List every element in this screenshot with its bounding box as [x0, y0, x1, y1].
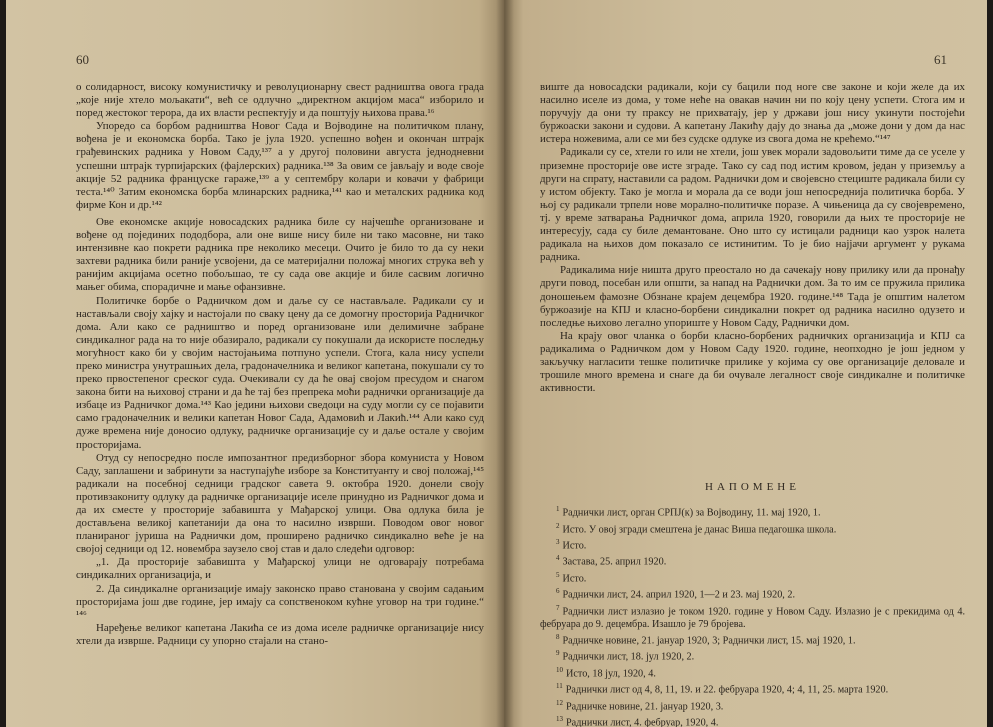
note-number: 11	[556, 682, 563, 691]
note-text: Радничке новине, 21. јануар 1920, 3.	[566, 700, 724, 712]
note-item	[540, 697, 965, 713]
left-body-text	[76, 81, 484, 648]
note-item	[540, 631, 965, 647]
note-item	[540, 664, 965, 680]
note-text: Исто. У овој згради смештена је данас Виша педагошка школа.	[562, 524, 837, 536]
page-number: 60	[76, 52, 89, 67]
note-item	[540, 536, 965, 552]
book-spine	[496, 0, 514, 727]
note-text: Радничке новине, 21. јануар 1920, 3; Раднички лист, 15. мај 1920, 1.	[562, 635, 856, 647]
notes-heading: НАПОМЕНЕ	[705, 481, 800, 494]
quote-item: 2. Да синдикалне организације имају законско право станована у својим садањим просторијама још две године, јер имају са сопственоком кућне уговор на три године.“ ¹⁴⁶	[76, 582, 484, 621]
note-item	[540, 520, 965, 536]
note-number: 2	[556, 521, 560, 530]
page-number: 61	[934, 52, 947, 67]
note-text: Раднички лист, 24. април 1920, 1—2 и 23. мај 1920, 2.	[562, 589, 796, 601]
paragraph: о солидарност, високу комунистичку и револуционарну свест радништва овога града „које није хтело мољакати“, већ се одлучно „директном акцијом маса“ изборило и поред жестоког терора, да их власти респектују и да поштују њихова права.¹⁶	[76, 81, 484, 120]
note-text: Раднички лист излазио је током 1920. године у Новом Саду. Излазио је с прекидима од 4. фебруара до 9. децембра. Изашло је 79 бројева.	[540, 605, 965, 630]
note-text: Раднички лист, орган СРПЈ(к) за Војводину, 11. мај 1920, 1.	[562, 507, 821, 519]
note-number: 10	[556, 665, 563, 674]
note-number: 5	[556, 570, 560, 579]
book-spread	[6, 0, 987, 727]
note-item	[540, 680, 965, 696]
note-text: Исто, 18 јул, 1920, 4.	[566, 668, 656, 680]
quote-item: „1. Да просторије забавишта у Мађарској улици не одговарају потребама синдикалних организација, и	[76, 556, 484, 582]
paragraph: виште да новосадски радикали, који су бацили под ноге све законе и који желе да их насилно иселе из дома, у томе неће на овакав начин ни по коју цену успети. Стога им и поручују да они ту праксу не прихватају, јер у држави још нису укинути постојећи буржоаски закони и судови. А капетану Лакићу дају до знања да „може дони у дом да нас истера ножевима, али се ми без судске одлуке из свога дома не крећемо.“¹⁴⁷	[540, 81, 965, 146]
paragraph: Наређење великог капетана Лакића се из дома иселе радничке организације нису хтели да изврше. Радници су упорно стајали на стано-	[76, 621, 484, 647]
note-text: Застава, 25. април 1920.	[562, 556, 667, 568]
note-item	[540, 585, 965, 601]
paragraph: Отуд су непосредно после импозантног предизборног збора комуниста у Новом Саду, заплашени и забринути за наступајуће изборе за Конституанту и свој положај,¹⁴⁵ радикали на посебној седници градског савета 9. октобра 1920. донели своју противзакониту одлуку да радничке организације иселе принудно из Радничког дома и да их сместе у просторије забавишта у Мађарској улици. Ова одлука била је достављена великој капетанији да она то насилно изврши. Поводом овог новог планираног јуриша на Раднички дом, проширено радничко синдикално веће је на својој седници од 12. новембра заузело свој став и дало следећи одговор:	[76, 451, 484, 556]
right-body-text	[540, 81, 965, 395]
note-number: 7	[556, 603, 560, 612]
right-page	[504, 0, 987, 727]
note-text: Раднички лист, 18. јул 1920, 2.	[562, 651, 695, 663]
note-number: 13	[556, 714, 563, 723]
note-item	[540, 569, 965, 585]
paragraph: Политичке борбе о Радничком дом и даље су се настављале. Радикали су и настављали своју хајку и настојали по сваку цену да се домогну просторија Радничког дома. Али како се радништво и поред организоване или делимичне забране синдикалног рада на то није обазирало, радикали су покушали да искористе последњу могућност како би у својим настојањима потпуно успели. Стога, кала нису успели преко министра унутрашњих дела, градоначелника и великог капетана, покушали су то преко првостепеног среског суда. Очекивали су да ће овај својом пресудом и снагом закона бити на њиховој страни и да ће тај без препрека моћи раднички организације да избаце из Радничког дома.¹⁴³ Као једини њихови сведоци на суду могли су се појавити само градоначелник и велики капетан Новог Сада, Адамовић и Лакић.¹⁴⁴ Али како суд дуже времена није доносио одлуку, радничке организације су и даље остале у својим просторијама.	[76, 294, 484, 451]
note-number: 12	[556, 698, 563, 707]
note-number: 8	[556, 632, 560, 641]
note-item	[540, 503, 965, 519]
note-text: Раднички лист, 4. фебруар, 1920, 4.	[566, 717, 719, 727]
note-item	[540, 647, 965, 663]
note-item	[540, 602, 965, 631]
paragraph: Радикали су се, хтели го или не хтели, још увек морали задовољити тиме да се уселе у приземне просторије ове исте зграде. Тако су сад под истим кровом, један у приземљу а други на спрату, наставили са радом. Раднички дом и својевсно стециште радикала били су у истом објекту. Тако је могла и морала да се води још непосреднија политичка борба. У њој су радикали трпели нове морално-политичке поразе. А чињеница да су својевремено, тј. у време затварања Радничког дома, априла 1920, говорили да њих те просторије не интересују, сада су биле демантоване. Оно што су истицали радници као узрок налета радикала на њихов дом показало се истинитим. То је био најјачи аргумент у рукама радника.	[540, 146, 965, 264]
note-number: 3	[556, 538, 560, 547]
left-page	[6, 0, 504, 727]
paragraph: Упоредо са борбом радништва Новог Сада и Војводине на политичком плану, вођена је и економска борба. Тако је јула 1920. успешно вођен и окончан штрајк грађевинских радника у Новом Саду,¹³⁷ а у другој половини августа једнодневни успешни штрајк турпијарских (фајлерских) радника.¹³⁸ За овим се јављају и воде своје акције 52 радника француске гараже,¹³⁹ а у септембру колари и ковачи у фабрици теста.¹⁴⁰ Затим економска борба млинарских радника,¹⁴¹ као и металских радника код фирме Кон и др.¹⁴²	[76, 120, 484, 211]
paragraph: Ове економске акције новосадских радника биле су најчешће организоване и вођене од појединих пододбора, али оне више нису биле ни тако масовне, ни тако интензивне као покрети радника пре неколико месеци. Очито је било то да су неки захтеви радника били раније усвојени, да се материјални положај многих струка већ у ранијим акцијама осетно побољшао, те су сада ове акције и биле сасвим логично мањег обима, спорадичне и мање офанзивне.	[76, 215, 484, 294]
note-text: Раднички лист од 4, 8, 11, 19. и 22. фебруара 1920, 4; 4, 11, 25. марта 1920.	[565, 684, 889, 696]
note-number: 1	[556, 505, 560, 514]
note-number: 9	[556, 649, 560, 658]
note-item	[540, 552, 965, 568]
note-item	[540, 713, 965, 727]
note-text: Исто.	[562, 540, 587, 552]
note-number: 4	[556, 554, 560, 563]
note-number: 6	[556, 587, 560, 596]
notes-list	[540, 503, 965, 727]
paragraph: На крају овог чланка о борби класно-борбених радничких организација и КПЈ са радикалима о Радничком дом у Новом Саду 1920. године, неопходно је још једном у закључку нагласити тешке политичке прилике у којима су ове организације деловале и трошиле много времена и снаге да би очувале легалност своје синдикалне и политичке активности.	[540, 329, 965, 395]
paragraph: Радикалима није ништа друго преостало но да сачекају нову прилику или да пронађу други повод, посебан или општи, за напад на Раднички дом. За то им се пружила прилика доношењем фамозне Обзнане крајем децембра 1920. године.¹⁴⁸ Тада је општим налетом буржоазије на КПЈ и класно-борбени синдикални покрет од радника насилно одузето и последње њихово легално упориште у Новом Саду, Раднички дом.	[540, 264, 965, 329]
note-text: Исто.	[562, 573, 587, 585]
